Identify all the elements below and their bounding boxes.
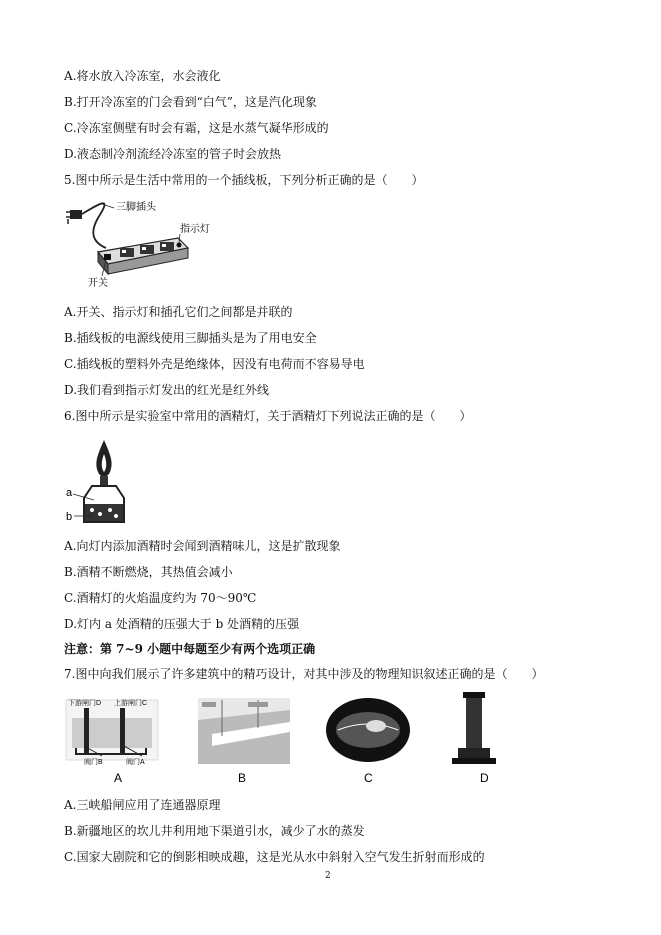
alcohol-lamp-figure: [64, 436, 134, 528]
q6-option-d: D.灯内 a 处酒精的压强大于 b 处酒精的压强: [64, 617, 300, 631]
switch-label: 开关: [88, 278, 108, 289]
q4-option-c: C.冷冻室侧壁有时会有霜，这是水蒸气凝华形成的: [64, 121, 329, 135]
q7-option-c: C.国家大剧院和它的倒影相映成趣，这是光从水中斜射入空气发生折射而形成的: [64, 850, 485, 864]
label-a: a: [66, 487, 73, 499]
monument-figure: [452, 692, 496, 785]
q6-option-b: B.酒精不断燃烧，其热值会减小: [64, 565, 233, 579]
power-strip-figure: [62, 196, 210, 292]
q4-option-d: D.液态制冷剂流经冷冻室的管子时会放热: [64, 147, 282, 161]
q4-option-a: A.将水放入冷冻室，水会液化: [64, 69, 221, 83]
q4-option-b: B.打开冷冻室的门会看到“白气”，这是汽化现象: [64, 95, 317, 109]
valve-b-label: 阀门B: [84, 759, 103, 766]
label-b: b: [66, 511, 73, 523]
q5-option-a: A.开关、指示灯和插孔它们之间都是并联的: [64, 305, 293, 319]
page-number: 2: [325, 871, 331, 881]
buildings-figure: [62, 690, 532, 790]
q7-option-a: A.三峡船闸应用了连通器原理: [64, 798, 221, 812]
fig-letter-d: D: [480, 771, 489, 785]
fig-letter-a: A: [114, 771, 123, 785]
q6-option-c: C.酒精灯的火焰温度约为 70～90℃: [64, 591, 257, 605]
plug-label: 三脚插头: [116, 202, 156, 213]
q5-stem: 5.图中所示是生活中常用的一个插线板，下列分析正确的是（ ）: [64, 173, 424, 187]
ship-lock-figure: [66, 698, 158, 785]
switch: [104, 254, 111, 260]
gate-d-label: 下游闸门D: [68, 700, 102, 707]
indicator-label: 指示灯: [180, 224, 210, 235]
gate-c-label: 上游闸门C: [114, 700, 148, 707]
three-pin-plug: [70, 210, 82, 219]
multi-answer-note: 注意：第 7~9 小题中每题至少有两个选项正确: [64, 642, 316, 656]
q5-option-d: D.我们看到指示灯发出的红光是红外线: [64, 383, 270, 397]
karez-figure: [198, 698, 290, 785]
q7-option-b: B.新疆地区的坎儿井利用地下渠道引水，减少了水的蒸发: [64, 824, 365, 838]
grand-theatre-figure: [326, 698, 410, 785]
q6-stem: 6.图中所示是实验室中常用的酒精灯，关于酒精灯下列说法正确的是（ ）: [64, 409, 472, 423]
q7-stem: 7.图中向我们展示了许多建筑中的精巧设计，对其中涉及的物理知识叙述正确的是（ ）: [64, 667, 544, 681]
fig-letter-b: B: [238, 771, 247, 785]
fig-letter-c: C: [364, 771, 373, 785]
indicator-light: [177, 243, 182, 248]
q6-option-a: A.向灯内添加酒精时会闻到酒精味儿，这是扩散现象: [64, 539, 341, 553]
q5-option-b: B.插线板的电源线使用三脚插头是为了用电安全: [64, 331, 317, 345]
q5-option-c: C.插线板的塑料外壳是绝缘体，因没有电荷而不容易导电: [64, 357, 365, 371]
power-cord: [82, 203, 106, 248]
valve-a-label: 阀门A: [126, 759, 145, 766]
